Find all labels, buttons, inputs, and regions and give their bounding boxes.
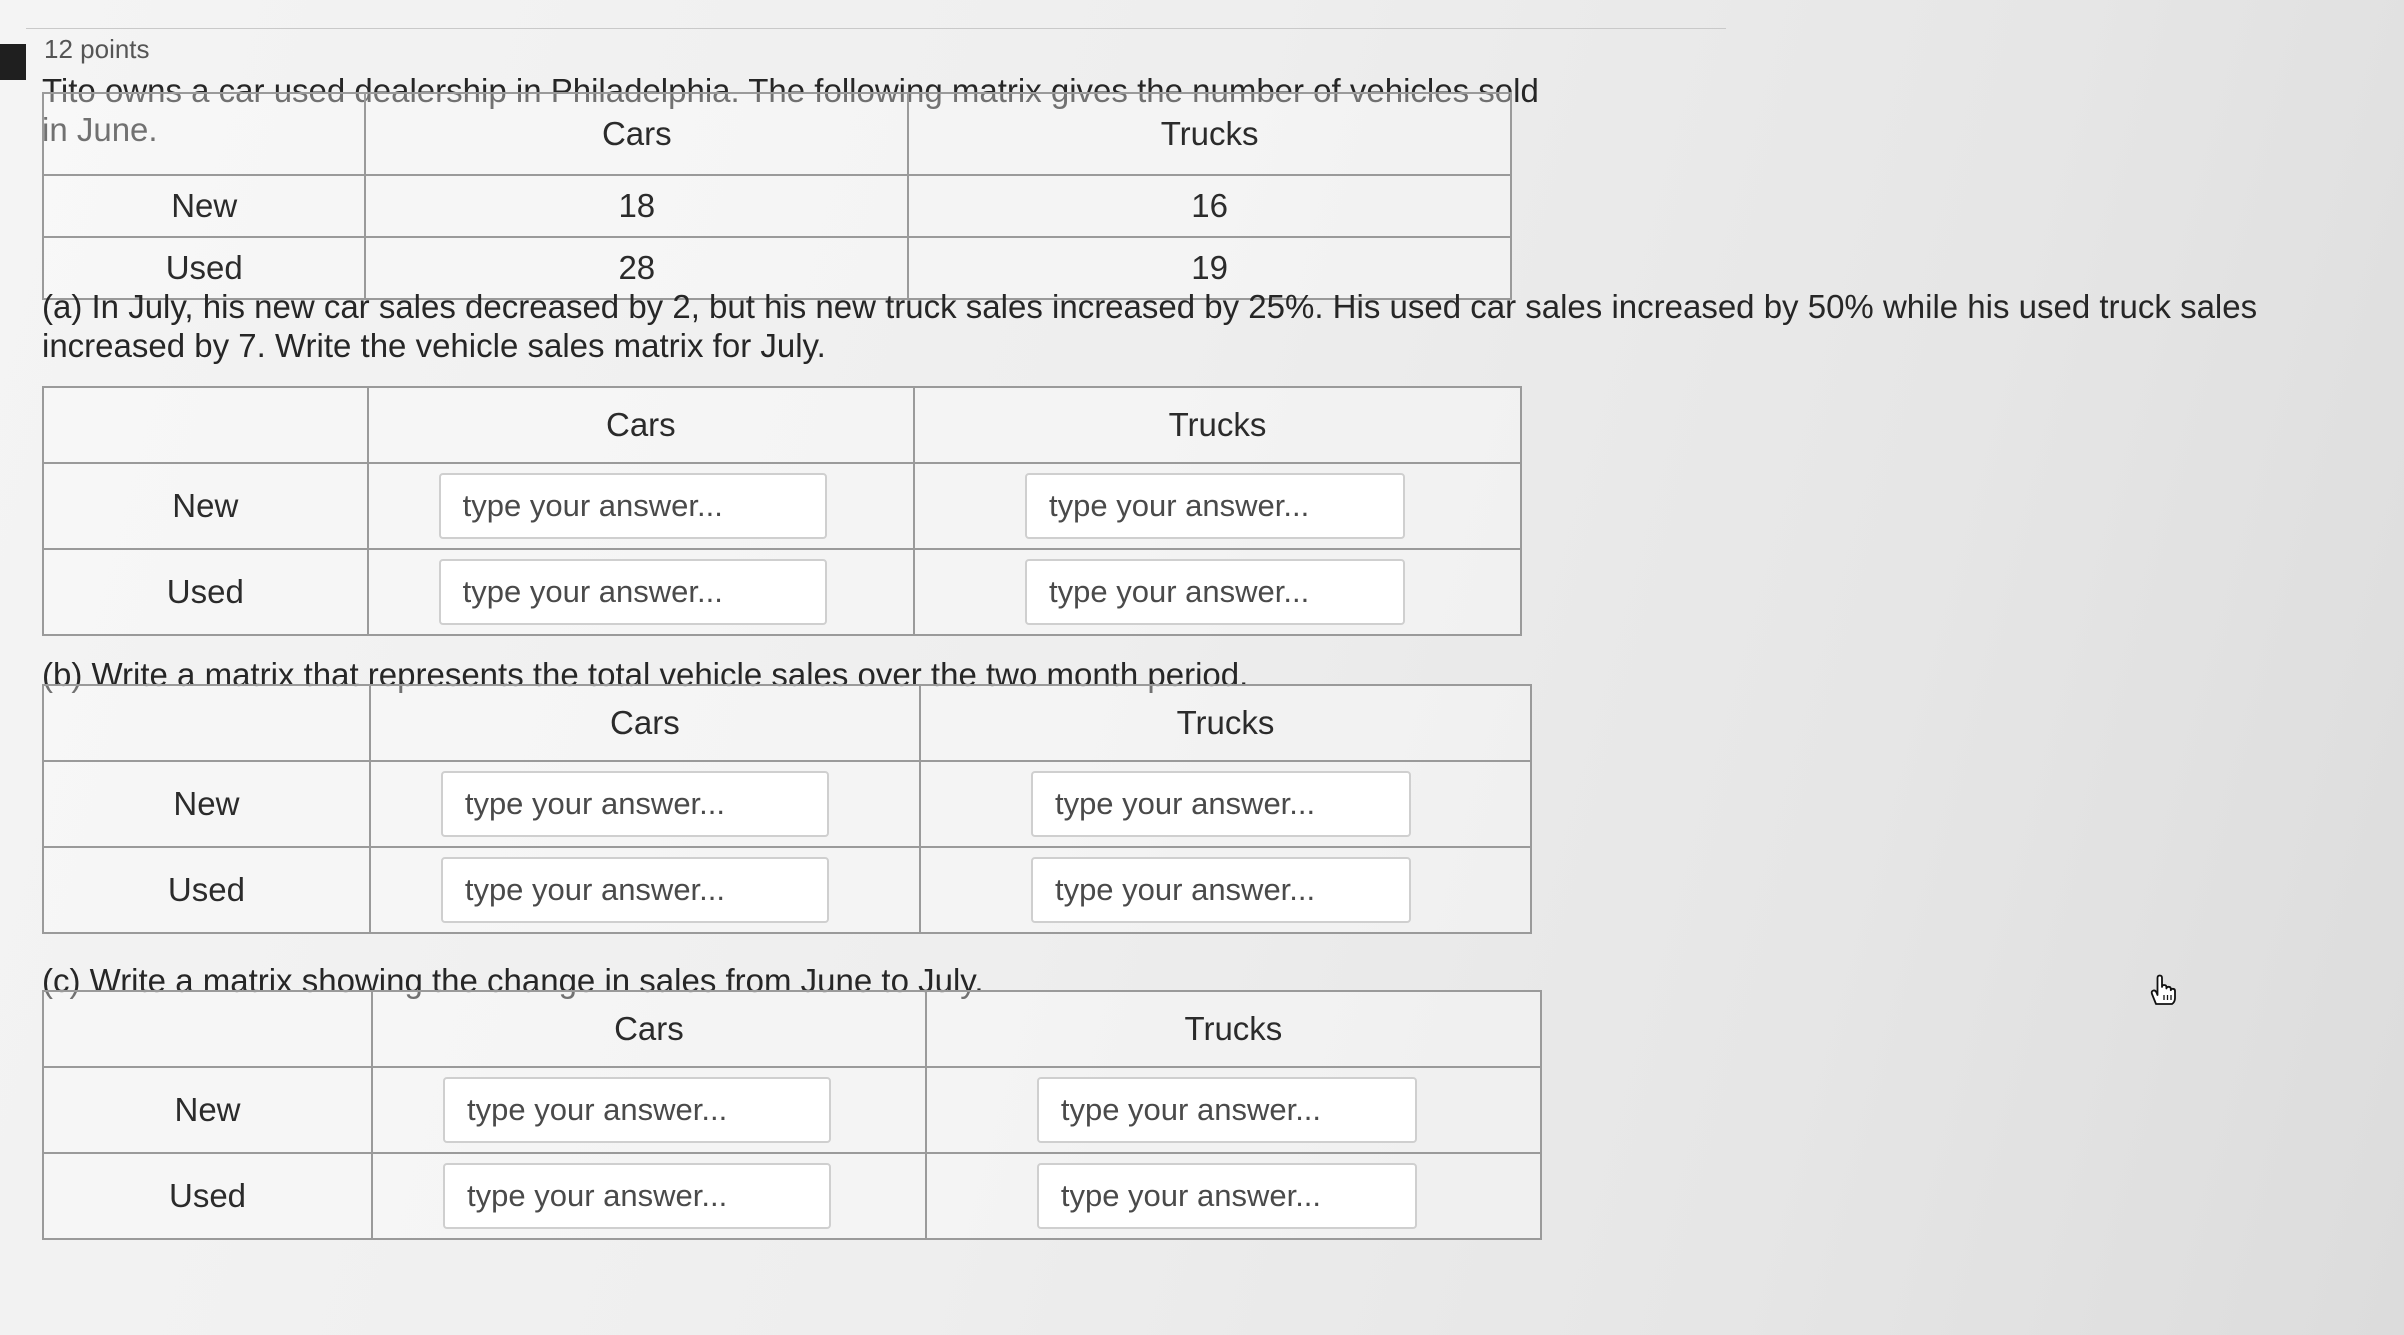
answer-cell bbox=[920, 761, 1531, 847]
row-label-used: Used bbox=[43, 1153, 372, 1239]
row-label-used: Used bbox=[43, 847, 370, 933]
part-c-prompt: (c) Write a matrix showing the change in sales from June to July. bbox=[42, 962, 984, 999]
answer-cell bbox=[926, 1067, 1541, 1153]
table-row bbox=[43, 175, 1511, 237]
change-matrix bbox=[42, 990, 1542, 1240]
table-row bbox=[43, 549, 1521, 635]
points-label: 12 points bbox=[44, 34, 150, 64]
change-used-cars-input[interactable] bbox=[443, 1163, 831, 1229]
change-new-cars-input[interactable] bbox=[443, 1077, 831, 1143]
corner-cell bbox=[43, 93, 365, 175]
corner-cell bbox=[43, 685, 370, 761]
corner-cell bbox=[43, 991, 372, 1067]
col-header-cars: Cars bbox=[365, 93, 908, 175]
part-a-prompt: (a) In July, his new car sales decreased by 2, but his new truck sales increased by 25%. His used car sales increased by 50% while his used truck sales increased by 7. Write the vehicle sales matrix for July. bbox=[42, 288, 2258, 364]
total-used-cars-input[interactable] bbox=[441, 857, 829, 923]
june-matrix bbox=[42, 92, 1512, 300]
answer-cell bbox=[926, 1153, 1541, 1239]
july-new-cars-input[interactable] bbox=[439, 473, 827, 539]
july-used-trucks-input[interactable] bbox=[1025, 559, 1405, 625]
total-matrix bbox=[42, 684, 1532, 934]
answer-cell bbox=[920, 847, 1531, 933]
col-header-trucks: Trucks bbox=[920, 685, 1531, 761]
col-header-trucks: Trucks bbox=[908, 93, 1511, 175]
answer-cell bbox=[372, 1153, 926, 1239]
row-label-new: New bbox=[43, 175, 365, 237]
row-label-new: New bbox=[43, 1067, 372, 1153]
row-label-used: Used bbox=[43, 549, 368, 635]
col-header-cars: Cars bbox=[368, 387, 914, 463]
june-used-trucks-value: 19 bbox=[908, 237, 1511, 299]
answer-cell bbox=[372, 1067, 926, 1153]
table-row bbox=[43, 1067, 1541, 1153]
answer-cell bbox=[914, 549, 1521, 635]
answer-cell bbox=[914, 463, 1521, 549]
col-header-trucks: Trucks bbox=[914, 387, 1521, 463]
table-row bbox=[43, 847, 1531, 933]
question-marker bbox=[0, 44, 26, 80]
divider bbox=[26, 28, 1726, 29]
total-new-cars-input[interactable] bbox=[441, 771, 829, 837]
june-used-cars-value: 28 bbox=[365, 237, 908, 299]
answer-cell bbox=[368, 549, 914, 635]
june-new-trucks-value: 16 bbox=[908, 175, 1511, 237]
july-used-cars-input[interactable] bbox=[439, 559, 827, 625]
col-header-cars: Cars bbox=[370, 685, 920, 761]
change-new-trucks-input[interactable] bbox=[1037, 1077, 1417, 1143]
row-label-new: New bbox=[43, 463, 368, 549]
june-new-cars-value: 18 bbox=[365, 175, 908, 237]
table-row bbox=[43, 463, 1521, 549]
answer-cell bbox=[370, 847, 920, 933]
col-header-trucks: Trucks bbox=[926, 991, 1541, 1067]
row-label-new: New bbox=[43, 761, 370, 847]
part-b-prompt: (b) Write a matrix that represents the total vehicle sales over the two month period. bbox=[42, 656, 1249, 693]
col-header-cars: Cars bbox=[372, 991, 926, 1067]
table-row bbox=[43, 1153, 1541, 1239]
hand-pointer-icon bbox=[2142, 970, 2182, 1010]
change-used-trucks-input[interactable] bbox=[1037, 1163, 1417, 1229]
row-label-used: Used bbox=[43, 237, 365, 299]
total-new-trucks-input[interactable] bbox=[1031, 771, 1411, 837]
july-new-trucks-input[interactable] bbox=[1025, 473, 1405, 539]
answer-cell bbox=[370, 761, 920, 847]
total-used-trucks-input[interactable] bbox=[1031, 857, 1411, 923]
answer-cell bbox=[368, 463, 914, 549]
table-row bbox=[43, 761, 1531, 847]
question-intro: Tito owns a car used dealership in Philadelphia. The following matrix gives the number of vehicles sold in June. bbox=[42, 72, 1539, 148]
july-matrix bbox=[42, 386, 1522, 636]
corner-cell bbox=[43, 387, 368, 463]
